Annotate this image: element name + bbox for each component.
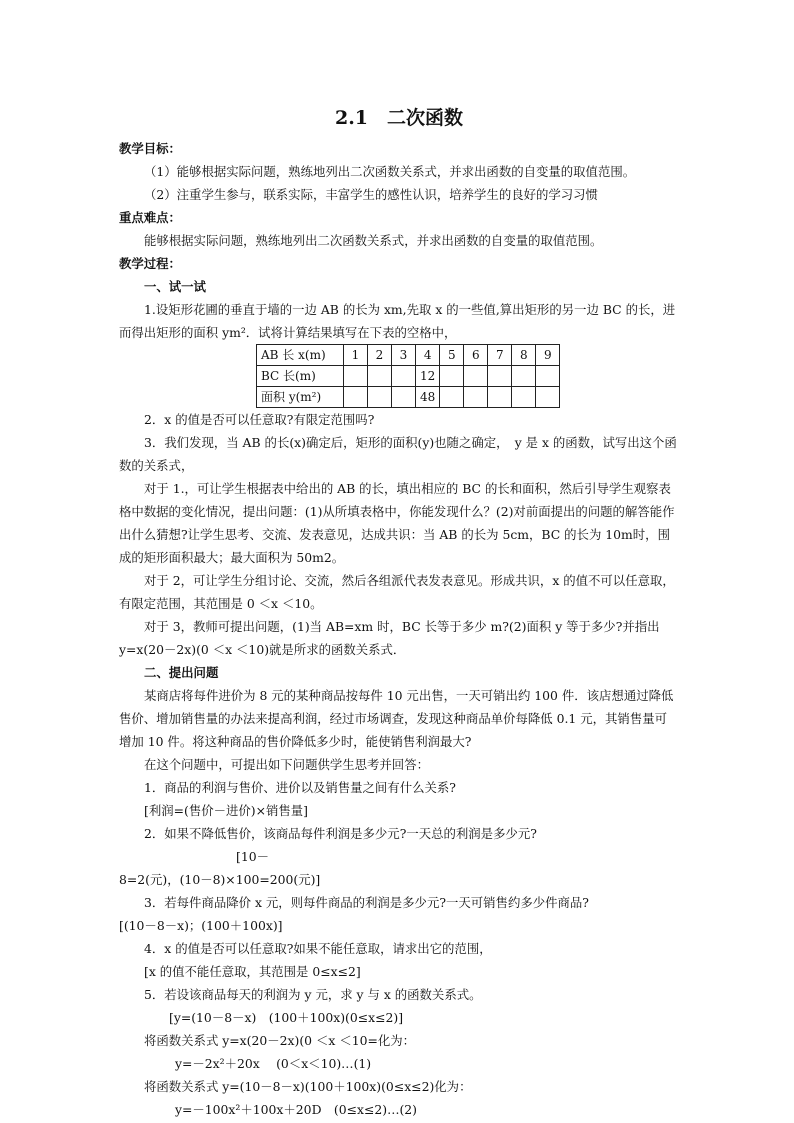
data-table xyxy=(256,344,560,408)
table-cell: 1 xyxy=(344,345,368,366)
table-cell xyxy=(344,387,368,408)
formula1: y=－2x²＋20x (0＜x＜10)…(1) xyxy=(175,1056,372,1071)
table-cell xyxy=(464,387,488,408)
table-cell xyxy=(440,366,464,387)
section1-answer1: 对于 1.，可让学生根据表中给出的 AB 的长，填出相应的 BC 的长和面积，然后引导学生观察表格中数据的变化情况，提出问题：(1)从所填表格中，你能发现什么？(2)对前面提出的问题的解答能作出什么猜想?让学生思考、交流、发表意见，达成共识：当 AB 的长为 5cm，BC 的长为 10m时，围成的矩形面积最大；最大面积为 50m2。 xyxy=(119,481,675,565)
key-heading: 重点难点： xyxy=(119,210,181,225)
table-cell: 9 xyxy=(536,345,560,366)
question2-text: 2．如果不降低售价，该商品每件利润是多少元?一天总的利润是多少元? xyxy=(144,826,537,841)
table-cell xyxy=(536,366,560,387)
formula1-lead: 将函数关系式 y=x(20－2x)(0 ＜x ＜10=化为： xyxy=(144,1033,416,1048)
section1-question1: 1.设矩形花圃的垂直于墙的一边 AB 的长为 xm,先取 x 的一些值,算出矩形的另一边 BC 的长，进而得出矩形的面积 ym²．试将计算结果填写在下表的空格中， xyxy=(119,302,676,340)
key-text: 能够根据实际问题，熟练地列出二次函数关系式，并求出函数的自变量的取值范围。 xyxy=(144,233,603,248)
section1-question3: 3．我们发现，当 AB 的长(x)确定后，矩形的面积(y)也随之确定， y 是 x 的函数，试写出这个函数的关系式， xyxy=(119,435,677,473)
table-cell: 5 xyxy=(440,345,464,366)
section2-intro: 某商店将每件进价为 8 元的某种商品按每件 10 元出售，一天可销出约 100 件．该店想通过降低售价、增加销售量的办法来提高利润，经过市场调查，发现这种商品单价每降低 0.1 元，其销售量可增加 10 件。将这种商品的售价降低多少时，能使销售利润最大? xyxy=(119,688,674,749)
table-cell xyxy=(488,387,512,408)
section2-question1: 1．商品的利润与售价、进价以及销售量之间有什么关系? xyxy=(144,780,456,795)
table-cell: 7 xyxy=(488,345,512,366)
table-cell xyxy=(536,387,560,408)
table-cell: 3 xyxy=(392,345,416,366)
section2-lead: 在这个问题中，可提出如下问题供学生思考并回答： xyxy=(144,757,429,772)
section2-answer5: [y=(10－8－x) (100＋100x)(0≤x≤2)] xyxy=(169,1010,404,1025)
section2-question4: 4．x 的值是否可以任意取?如果不能任意取，请求出它的范围， xyxy=(144,941,492,956)
table-cell xyxy=(392,366,416,387)
table-cell: 6 xyxy=(464,345,488,366)
table-cell xyxy=(464,366,488,387)
table-row xyxy=(257,387,560,408)
goals-heading: 教学目标： xyxy=(119,141,181,156)
formula2-lead: 将函数关系式 y=(10－8－x)(100＋100x)(0≤x≤2)化为： xyxy=(144,1079,472,1094)
section1-answer2: 对于 2，可让学生分组讨论、交流，然后各组派代表发表意见。形成共识，x 的值不可以任意取，有限定范围，其范围是 0 ＜x ＜10。 xyxy=(119,573,675,611)
section2-answer3: [(10－8－x)；(100＋100x)] xyxy=(119,918,283,933)
goal-item: （1）能够根据实际问题，熟练地列出二次函数关系式，并求出函数的自变量的取值范围。 xyxy=(144,164,636,179)
section2-answer4: [x 的值不能任意取，其范围是 0≤x≤2] xyxy=(144,964,361,979)
section2-title: 二、提出问题 xyxy=(144,665,219,680)
section2-question2 xyxy=(119,822,679,868)
section1-answer3: 对于 3，教师可提出问题，(1)当 AB=xm 时，BC 长等于多少 m?(2)面积 y 等于多少?并指出 y=x(20－2x)(0 ＜x ＜10)就是所求的函数关系式． xyxy=(119,619,660,657)
table-cell: 8 xyxy=(512,345,536,366)
section2-answer1: [利润=(售价－进价)×销售量] xyxy=(144,803,309,818)
table-row xyxy=(257,366,560,387)
table-cell xyxy=(512,366,536,387)
table-cell xyxy=(488,366,512,387)
goal-item: （2）注重学生参与，联系实际，丰富学生的感性认识，培养学生的良好的学习习惯 xyxy=(144,187,598,202)
answer2-head: [10－ xyxy=(236,849,269,864)
section1-title: 一、试一试 xyxy=(144,279,206,294)
table-row-label: AB 长 x(m) xyxy=(257,345,344,366)
table-cell: 48 xyxy=(416,387,440,408)
section2-question5: 5．若设该商品每天的利润为 y 元，求 y 与 x 的函数关系式。 xyxy=(144,987,482,1002)
table-row-label: BC 长(m) xyxy=(257,366,344,387)
section2-answer2: 8=2(元)，(10－8)×100=200(元)] xyxy=(119,872,321,887)
table-row xyxy=(257,345,560,366)
section1-question2: 2．x 的值是否可以任意取?有限定范围吗? xyxy=(144,412,375,427)
page-title: 2.1 二次函数 xyxy=(334,107,464,129)
document-page xyxy=(119,105,679,1121)
table-row-label: 面积 y(m²) xyxy=(257,387,344,408)
table-cell xyxy=(392,387,416,408)
process-heading: 教学过程： xyxy=(119,256,181,271)
table-cell xyxy=(368,387,392,408)
table-cell xyxy=(512,387,536,408)
table-cell: 4 xyxy=(416,345,440,366)
table-cell xyxy=(344,366,368,387)
section2-question3: 3．若每件商品降价 x 元，则每件商品的利润是多少元?一天可销售约多少件商品? xyxy=(144,895,589,910)
table-cell xyxy=(440,387,464,408)
table-cell: 2 xyxy=(368,345,392,366)
table-cell xyxy=(368,366,392,387)
formula2: y=－100x²＋100x＋20D (0≤x≤2)…(2) xyxy=(175,1102,418,1117)
table-cell: 12 xyxy=(416,366,440,387)
